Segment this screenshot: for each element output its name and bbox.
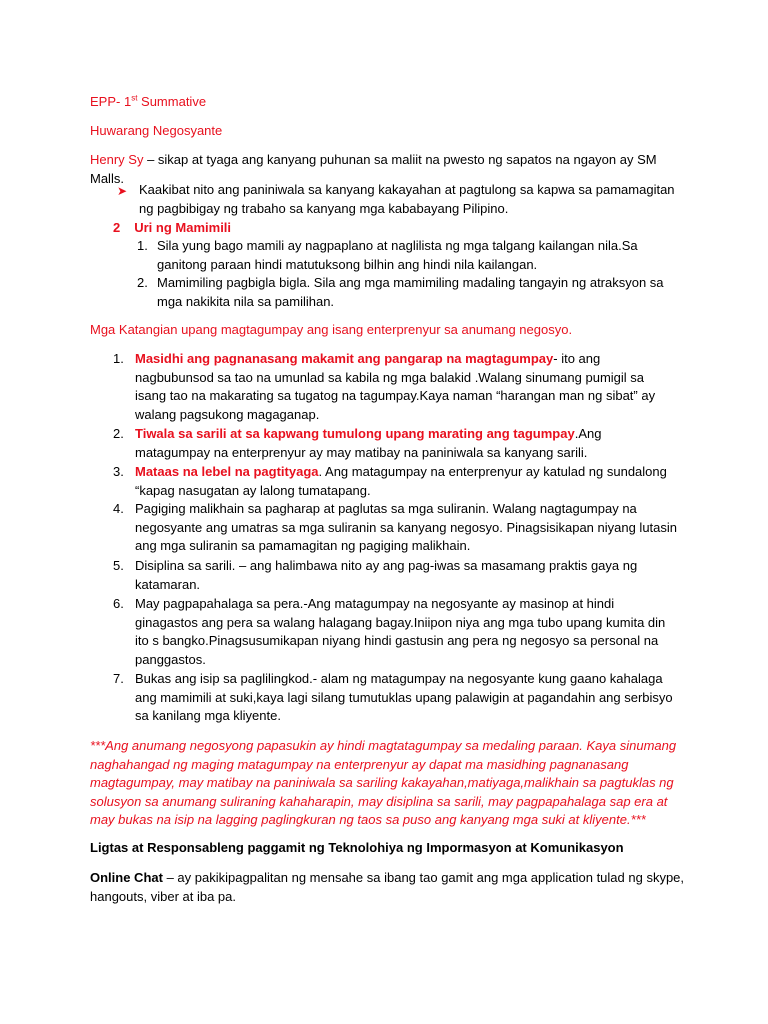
summative-title: EPP- 1st Summative: [90, 93, 207, 109]
katangian-list-item: 4. Pagiging malikhain sa pagharap at paglutas sa mga suliranin. Walang nagtagumpay na negosyante ang umatras sa mga suliranin sa kanyang negosyo. Pinagsisikapan niyang lutasin ang mga suliranin sa pamamagitan ng pagiging malikhain.: [113, 501, 678, 553]
katangian-list-item: 2. Tiwala sa sarili at sa kapwang tumulong upang marating ang tagumpay.Ang matagumpay na enterprenyur ay may matibay na paniniwala sa kanyang sarili.: [113, 426, 602, 460]
katangian-list-item: 5. Disiplina sa sarili. – ang halimbawa nito ay ang pag-iwas sa masamang praktis gaya ng katamaran.: [113, 558, 638, 592]
henry-sy-paragraph: Henry Sy – sikap at tyaga ang kanyang puhunan sa maliit na pwesto ng sapatos na ngayon ay SM Malls.: [90, 152, 657, 186]
uri-list-item: 2. Mamimiling pagbigla bigla. Sila ang mga mamimiling madaling tangayin ng atraksyon sa mga nakikita nila sa pamilihan.: [137, 275, 664, 309]
uri-list-item: 1. Sila yung bago mamili ay nagpaplano at naglilista ng mga talgang kailangan nila.Sa ganitong paraan hindi matutuksong bilhin ang hindi nila kailangan.: [137, 238, 638, 272]
summary-note: ***Ang anumang negosyong papasukin ay hindi magtatagumpay sa medaling paraan. Kaya sinumang naghahangad ng maging matagumpay na enterprenyur ay dapat ma masidhing pagnanasang magtagumpay, may matibay na paniniwala sa sariling kakayahan,matiyaga,malikhain sa pagtuklas ng solusyon sa anumang suliraning kahaharapin, may disiplina sa sarili, may pagpapahalaga sap era at may bukas na isip na lagging paglingkuran ng taos sa puso ang kanyang mga suki at kliyente.***: [90, 738, 677, 827]
heading-huwarang-negosyante: Huwarang Negosyante: [90, 123, 223, 138]
heading-mga-katangian: Mga Katangian upang magtagumpay ang isang enterprenyur sa anumang negosyo.: [90, 322, 573, 337]
henry-sy-name: Henry Sy: [90, 152, 144, 167]
katangian-list-item: 1. Masidhi ang pagnanasang makamit ang pangarap na magtagumpay- ito ang nagbubunsod sa tao na umunlad sa kabila ng mga balakid .Walang sinumang pumigil sa isang tao na makarating sa tugatog na tagumpay.Kaya naman “harangan man ng sibat” ay walang pagsukong magaganap.: [113, 351, 656, 422]
katangian-list-item: 3. Mataas na lebel na pagtityaga. Ang matagumpay na enterprenyur ay katulad ng sundalong “kapag nasugatan ay lalong tumatapang.: [113, 464, 667, 498]
arrow-bullet-icon: ➤: [117, 184, 128, 198]
uri-ng-mamimili-heading: 2 Uri ng Mamimili: [113, 220, 232, 235]
bullet-item: ➤ Kaakibat nito ang paniniwala sa kanyang kakayahan at pagtulong sa kapwa sa pamamagitan ng pagbibigay ng trabaho sa kanyang mga kababayang Pilipino.: [117, 182, 675, 216]
heading-ligtas-at-responsable: Ligtas at Responsableng paggamit ng Teknolohiya ng Impormasyon at Komunikasyon: [90, 840, 624, 855]
online-chat-term: Online Chat: [90, 870, 163, 885]
katangian-list-item: 6. May pagpapahalaga sa pera.-Ang matagumpay na negosyante ay masinop at hindi ginagastos ang pera sa walang halagang bagay.Iniipon niya ang mga tubo upang kumita din ito s bangko.Pinagsusumikapan niyang hindi gastusin ang pera ng negosyo sa personal na panggastos.: [113, 596, 666, 667]
online-chat-paragraph: Online Chat – ay pakikipagpalitan ng mensahe sa ibang tao gamit ang mga application tulad ng skype, hangouts, viber at iba pa.: [90, 870, 685, 904]
katangian-list-item: 7. Bukas ang isip sa paglilingkod.- alam ng matagumpay na negosyante kung gaano kahalaga ang mamimili at suki,kaya lagi silang tumutuklas upang palawigin at pagandahin ang serbisyo sa kanilang mga kliyente.: [113, 671, 673, 723]
